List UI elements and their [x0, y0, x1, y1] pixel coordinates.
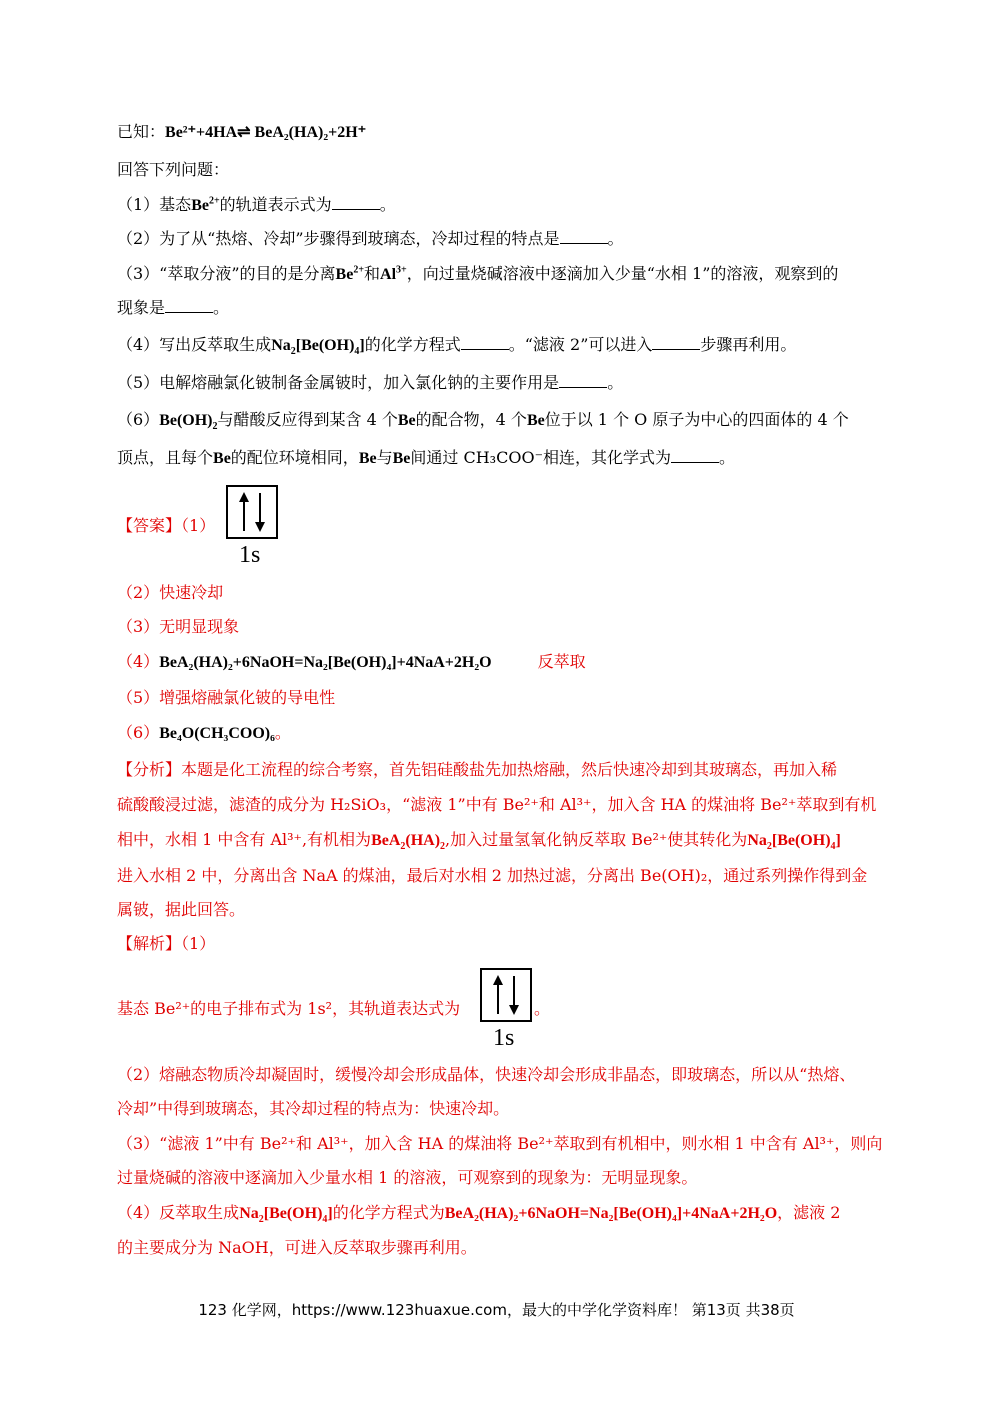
explanation-4-text-b: 的化学方程式为: [332, 1203, 445, 1222]
q3-text-c: 现象是: [117, 298, 166, 317]
q4-text-c: 。“滤液 2”可以进入: [508, 335, 653, 354]
answer-6-formula: Be₄O(CH₃COO)₆: [159, 725, 275, 742]
answer-4: [117, 651, 586, 674]
explanation-2b: 冷却”中得到玻璃态，其冷却过程的特点为：快速冷却。: [117, 1099, 510, 1118]
question-6-line-1: [117, 409, 849, 432]
explanation-3b: 过量烧碱的溶液中逐滴加入少量水相 1 的溶液，可观察到的现象为：无明显现象。: [117, 1168, 698, 1187]
question-3-line-2: [117, 297, 229, 319]
question-5: [117, 372, 623, 394]
orbital-box: [480, 968, 532, 1022]
explanation-4-text-a: （4）反萃取生成: [117, 1203, 240, 1222]
q5-end: 。: [607, 373, 624, 392]
q3-text-b: ，向过量烧碱溶液中逐滴加入少量“水相 1”的溶液，观察到的: [406, 264, 839, 283]
answer-blank: [559, 373, 607, 388]
q6-formula: $Be(OH)_2$: [159, 412, 218, 433]
q3-text-a: （3）“萃取分液”的目的是分离: [117, 264, 336, 283]
answer-4-equation: BeA₂(HA)₂+6NaOH=Na₂[Be(OH)₄]+4NaA+2H₂O: [159, 654, 492, 671]
q6-be: Be: [392, 450, 411, 467]
answer-label: 【答案】: [117, 516, 182, 535]
page-footer: 123 化学网，https://www.123huaxue.com，最大的中学化学资料库！ 第13页 共38页: [198, 1301, 795, 1319]
answer-3: （3）无明显现象: [117, 617, 240, 636]
analysis-line-3: [117, 829, 841, 852]
answer-4-num: （4）: [117, 652, 160, 671]
explanation-4-formula: $Na_2[Be(OH)_4]$: [239, 1205, 333, 1226]
known-line: [117, 121, 366, 144]
answer-blank: [461, 335, 509, 350]
explanation-label: 【解析】: [117, 934, 182, 953]
question-3-line-1: （3）“萃取分液”的目的是分离$Be^{2+}$和$Al^{3+}$，向过量烧碱溶液中逐滴加入少量“水相 1”的溶液，观察到的: [117, 264, 839, 283]
explanation-4a: [117, 1202, 840, 1225]
answer-heading: [117, 515, 215, 537]
q3-end: 。: [213, 298, 230, 317]
answer-1-num: （1）: [181, 516, 216, 535]
explanation-4-text-c: ，滤液 2: [777, 1203, 841, 1222]
q1-charge: 2+: [208, 195, 220, 207]
q5-text: （5）电解熔融氯化铍制备金属铍时，加入氯化钠的主要作用是: [117, 373, 560, 392]
analysis-line-2: 硫酸酸浸过滤，滤渣的成分为 H₂SiO₃，“滤液 1”中有 Be²⁺和 Al³⁺，加入含 HA 的煤油将 Be²⁺萃取到有机: [117, 795, 877, 814]
explanation-4d: 的主要成分为 NaOH，可进入反萃取步骤再利用。: [117, 1238, 477, 1257]
q2-end: 。: [607, 229, 624, 248]
q1-pre: （1）基态: [117, 195, 192, 214]
answer-6-num: （6）: [117, 723, 160, 742]
intro-line: 回答下列问题：: [117, 160, 230, 179]
q1-ion: Be: [191, 197, 209, 214]
analysis-line-1: [117, 759, 837, 781]
analysis-label: 【分析】: [117, 760, 182, 779]
analysis-line-4: 进入水相 2 中，分离出含 NaA 的煤油，最后对水相 2 加热过滤，分离出 Be(OH)₂，通过系列操作得到金: [117, 866, 868, 885]
answer-blank: [332, 195, 380, 210]
answer-4-step: 反萃取: [537, 652, 586, 671]
q6-be: Be: [526, 412, 545, 429]
explanation-1-num: （1）: [181, 934, 216, 953]
question-1: [117, 194, 396, 217]
q6-text-g: 间通过 CH₃COO⁻相连，其化学式为: [410, 448, 672, 467]
q4-text-d: 步骤再利用。: [700, 335, 797, 354]
explanation-1-text: 基态 Be²⁺的电子排布式为 1s²，其轨道表达式为: [117, 999, 461, 1018]
q3-al-ion: $Al^{3+}$: [380, 264, 407, 283]
q6-num: （6）: [117, 410, 160, 429]
answer-blank: [671, 448, 719, 463]
explanation-2a: （2）熔融态物质冷却凝固时，缓慢冷却会形成晶体，快速冷却会形成非晶态，即玻璃态，所以从“热熔、: [117, 1065, 856, 1084]
explanation-3a: （3）“滤液 1”中有 Be²⁺和 Al³⁺，加入含 HA 的煤油将 Be²⁺萃取到有机相中，则水相 1 中含有 Al³⁺，则向: [117, 1134, 883, 1153]
q2-text: （2）为了从“热熔、冷却”步骤得到玻璃态，冷却过程的特点是: [117, 229, 560, 248]
q6-be: Be: [358, 450, 377, 467]
q6-be: Be: [397, 412, 416, 429]
up-down-arrows-icon: [228, 487, 276, 537]
known-prefix: 已知：: [117, 122, 166, 141]
q4-text-a: （4）写出反萃取生成: [117, 335, 272, 354]
analysis-text-3b: ,加入过量氢氧化钠反萃取 Be²⁺使其转化为: [445, 830, 748, 849]
q6-text-a: 与醋酸反应得到某含 4 个: [217, 410, 398, 429]
q6-text-d: 顶点，且每个: [117, 448, 214, 467]
answer-5: （5）增强熔融氯化铍的导电性: [117, 688, 336, 707]
analysis-line-5: 属铍，据此回答。: [117, 900, 246, 919]
explanation-1-end: 。: [534, 999, 551, 1018]
analysis-text-1: 本题是化工流程的综合考察，首先铝硅酸盐先加热熔融，然后快速冷却到其玻璃态，再加入稀: [181, 760, 838, 779]
explanation-4-equation: BeA₂(HA)₂+6NaOH=Na₂[Be(OH)₄]+4NaA+2H₂O: [444, 1205, 778, 1222]
q6-text-c: 位于以 1 个 O 原子为中心的四面体的 4 个: [544, 410, 849, 429]
q1-post: 的轨道表示式为: [219, 195, 332, 214]
analysis-text-3a: 相中，水相 1 中含有 Al³⁺,有机相为: [117, 830, 372, 849]
explanation-heading: [117, 933, 215, 955]
q3-be-ion: $Be^{2+}$: [335, 264, 365, 283]
q4-formula: $Na_2[Be(OH)_4]$: [271, 337, 365, 358]
q6-text-b: 的配合物，4 个: [415, 410, 527, 429]
answer-blank: [165, 298, 213, 313]
up-down-arrows-icon: [482, 970, 530, 1020]
q4-text-b: 的化学方程式: [364, 335, 461, 354]
q6-be: Be: [213, 450, 231, 467]
analysis-formula-2: $Na_2[Be(OH)_4]$: [747, 832, 841, 853]
q6-text-e: 的配位环境相同，: [230, 448, 359, 467]
known-reaction: Be²⁺+4HA⇌ BeA₂(HA)₂+2H⁺: [165, 124, 367, 141]
question-6-line-2: [117, 447, 735, 470]
answer-6: [117, 722, 291, 745]
answer-6-end: 。: [274, 723, 291, 742]
orbital-label: 1s: [239, 542, 261, 568]
explanation-1: [117, 998, 460, 1020]
orbital-box: [226, 485, 278, 539]
answer-2: （2）快速冷却: [117, 583, 224, 602]
analysis-formula-1: $BeA_2(HA)_2$: [371, 832, 446, 853]
q1-end: 。: [379, 195, 396, 214]
q6-text-f: 与: [376, 448, 393, 467]
answer-blank: [560, 229, 608, 244]
question-2: [117, 228, 624, 250]
orbital-label: 1s: [493, 1025, 515, 1051]
answer-blank: [652, 335, 700, 350]
q6-end: 。: [719, 448, 736, 467]
question-4: [117, 334, 796, 357]
